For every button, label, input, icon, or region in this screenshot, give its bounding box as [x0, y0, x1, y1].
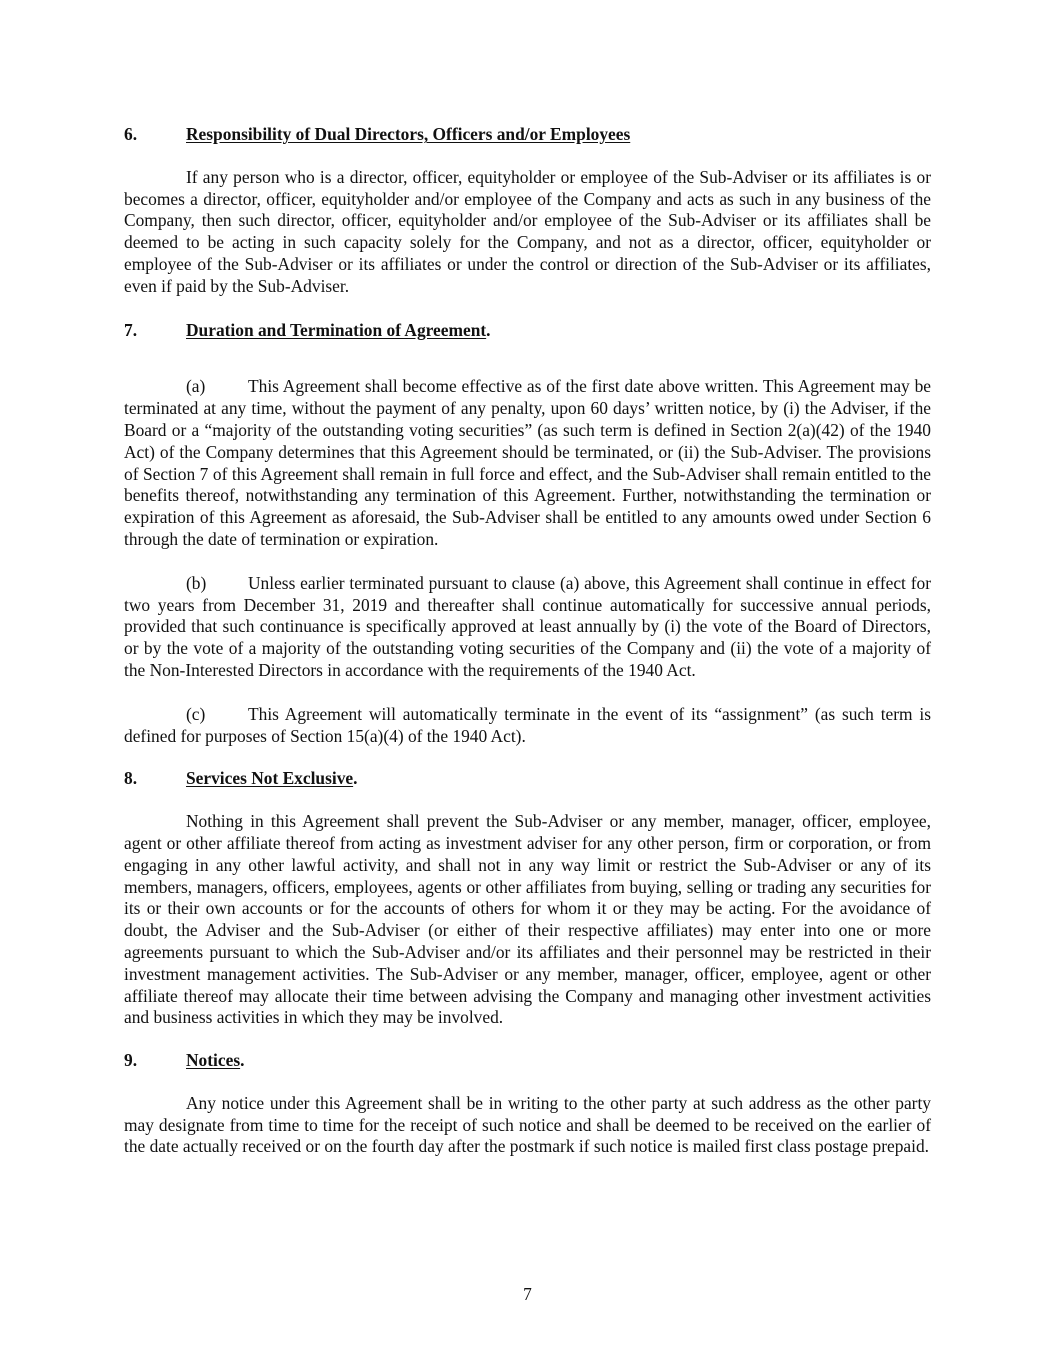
section-9-paragraph: Any notice under this Agreement shall be in writing to the other party at such address as the other party may designate from time to time for the receipt of such notice and shall be deemed to be received on the earlier of the date actually received or on the fourth day after the postmark if such notice is mailed first class postage prepaid. [124, 1092, 931, 1157]
section-7-clause-b [124, 573, 931, 682]
clause-text: Unless earlier terminated pursuant to clause (a) above, this Agreement shall continue in effect for two years from December 31, 2019 and thereafter shall continue automatically for successive annual periods, provided that such continuance is specifically approved at least annually by (i) the vote of the Board of Directors, or by the vote of a majority of the outstanding voting securities of the Company and (ii) the vote of a majority of the Non-Interested Directors in accordance with the requirements of the 1940 Act. [124, 572, 931, 680]
clause-text: This Agreement will automatically terminate in the event of its “assignment” (as such term is defined for purposes of Section 15(a)(4) of the 1940 Act). [124, 703, 931, 746]
document-page [124, 124, 931, 1158]
section-number: 7. [124, 319, 138, 340]
section-8-paragraph: Nothing in this Agreement shall prevent the Sub-Adviser or any member, manager, officer, employee, agent or other affiliate thereof from acting as investment adviser for any other person, firm or corporation, or from engaging in any other lawful activity, and shall not in any way limit or restrict the Sub-Adviser or any of its members, managers, officers, employees, agents or other affiliates from buying, selling or trading any securities for its or their own accounts or for the accounts of others for whom it or they may be acting. For the avoidance of doubt, the Adviser and the Sub-Adviser (or either of their respective affiliates) may enter into one or more agreements pursuant to which the Sub-Adviser and/or its affiliates and their personnel may be restricted in their investment management activities. The Sub-Adviser or any member, manager, officer, employee, agent or other affiliate thereof may allocate their time between advising the Company and managing other investment activities and business activities in which they may be involved. [124, 811, 931, 1028]
section-title-wrapper [186, 320, 491, 342]
section-title-period: . [353, 768, 358, 789]
section-number: 8. [124, 768, 138, 789]
section-6-heading [124, 124, 931, 146]
section-number: 9. [124, 1050, 138, 1071]
section-7-clause-c [124, 704, 931, 748]
section-title-wrapper [186, 768, 357, 790]
section-title: Duration and Termination of Agreement [186, 319, 487, 340]
clause-label: (b) [186, 572, 207, 593]
section-title: Responsibility of Dual Directors, Officers and/or Employees [186, 124, 631, 144]
section-title: Services Not Exclusive [186, 768, 354, 789]
section-6-paragraph: If any person who is a director, officer, equityholder or employee of the Sub-Adviser or its affiliates is or becomes a director, officer, equityholder and/or employee of the Company and acts as such in any business of the Company, then such director, officer, equityholder and/or employee of the Sub-Adviser or its affiliates shall be deemed to be acting in such capacity solely for the Company, and not as a director, officer, equityholder or employee of the Sub-Adviser or its affiliates or under the control or direction of the Sub-Adviser or its affiliates, even if paid by the Sub-Adviser. [124, 166, 931, 296]
section-title: Notices [186, 1050, 241, 1071]
page-number: 7 [523, 1284, 532, 1304]
section-title-wrapper [186, 1050, 244, 1072]
clause-label: (c) [186, 703, 206, 724]
section-number: 6. [124, 124, 138, 144]
section-9-heading [124, 1050, 931, 1072]
section-8-heading [124, 768, 931, 790]
section-title-period: . [486, 319, 491, 340]
section-title-period: . [240, 1050, 245, 1071]
section-7-clause-a [124, 376, 931, 550]
section-7-heading [124, 320, 931, 342]
clause-label: (a) [186, 376, 206, 397]
clause-text: This Agreement shall become effective as of the first date above written. This Agreement may be terminated at any time, without the payment of any penalty, upon 60 days’ written notice, by (i) the Adviser, if the Board or a “majority of the outstanding voting securities” (as such term is defined in Section 2(a)(42) of the 1940 Act) of the Company determines that this Agreement should be terminated, or (ii) the Sub-Adviser. The provisions of Section 7 of this Agreement shall remain in full force and effect, and the Sub-Adviser shall remain entitled to the benefits thereof, notwithstanding any termination of this Agreement. Further, notwithstanding the termination or expiration of this Agreement as aforesaid, the Sub-Adviser shall be entitled to any amounts owed under Section 6 through the date of termination or expiration. [124, 376, 931, 549]
